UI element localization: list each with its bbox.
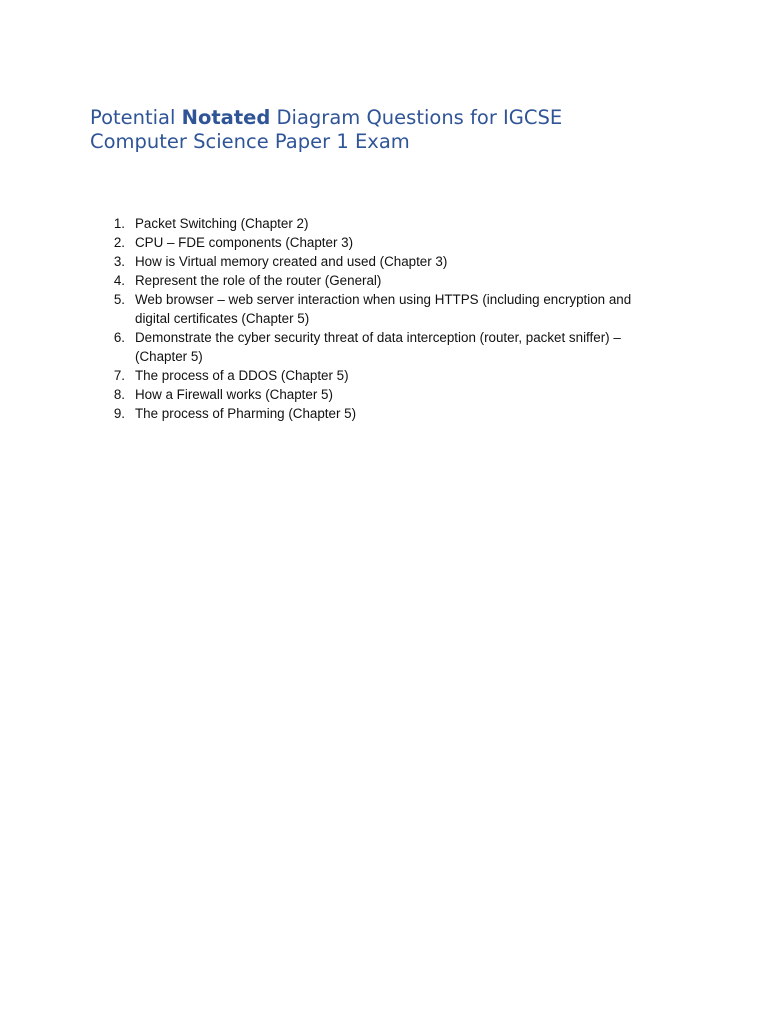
list-item-number: 3. — [113, 254, 125, 269]
title-suffix: Diagram Questions for IGCSE Computer Science Paper 1 Exam — [90, 106, 563, 153]
list-item-number: 8. — [113, 387, 125, 402]
page-title — [90, 106, 650, 154]
list-item-text: Represent the role of the router (General) — [135, 273, 382, 288]
list-item — [90, 385, 660, 404]
list-item-number: 5. — [113, 292, 125, 307]
list-item-number: 1. — [113, 216, 125, 231]
list-item — [90, 290, 660, 328]
list-item-text: Demonstrate the cyber security threat of data interception (router, packet sniffer) – (Chapter 5) — [135, 330, 621, 364]
list-item-text: The process of Pharming (Chapter 5) — [135, 406, 357, 421]
list-item — [90, 214, 660, 233]
list-item-text: How a Firewall works (Chapter 5) — [135, 387, 333, 402]
list-item-text: The process of a DDOS (Chapter 5) — [135, 368, 349, 383]
list-item-text: Packet Switching (Chapter 2) — [135, 216, 309, 231]
list-item — [90, 366, 660, 385]
list-item — [90, 252, 660, 271]
title-prefix: Potential — [90, 106, 182, 129]
list-item-number: 9. — [113, 406, 125, 421]
list-item-number: 2. — [113, 235, 125, 250]
list-item — [90, 271, 660, 290]
title-bold-word: Notated — [181, 106, 271, 129]
list-item-text: How is Virtual memory created and used (Chapter 3) — [135, 254, 448, 269]
list-item — [90, 404, 660, 423]
question-list — [90, 214, 660, 423]
list-item — [90, 328, 660, 366]
list-item-number: 6. — [113, 330, 125, 345]
list-item — [90, 233, 660, 252]
list-item-number: 4. — [113, 273, 125, 288]
list-item-text: CPU – FDE components (Chapter 3) — [135, 235, 354, 250]
list-item-text: Web browser – web server interaction when using HTTPS (including encryption and digital certificates (Chapter 5) — [135, 292, 632, 326]
list-item-number: 7. — [113, 368, 125, 383]
